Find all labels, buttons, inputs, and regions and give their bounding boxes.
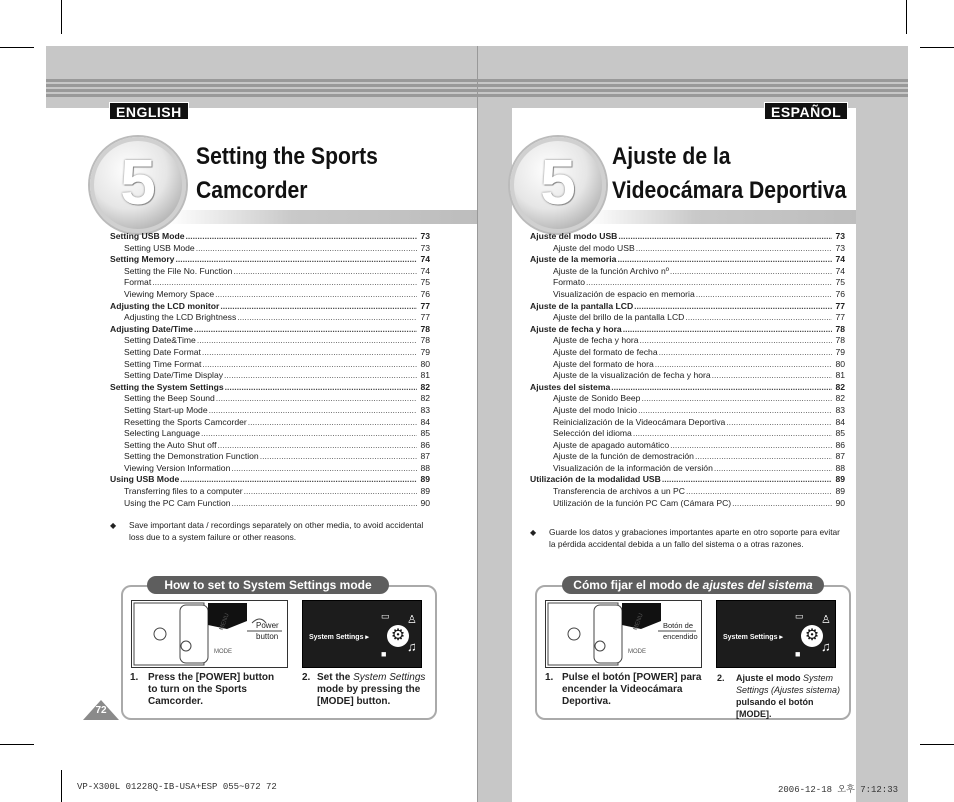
toc-leader-dots <box>659 347 832 359</box>
chapter-number: 5 <box>120 146 156 218</box>
step-2: 2. Set the System Settings mode by pressing the [MODE] button. <box>302 672 426 707</box>
toc-entry <box>110 486 430 498</box>
toc-leader-dots <box>218 440 417 452</box>
toc-leader-dots <box>233 266 417 278</box>
toc-entry-label: Utilización de la modalidad USB <box>530 474 661 485</box>
toc-entry <box>530 289 845 301</box>
toc-leader-dots <box>586 277 832 289</box>
toc-entry-label: Viewing Memory Space <box>124 288 215 299</box>
toc-entry <box>530 335 845 347</box>
toc-entry <box>530 243 845 255</box>
page-number-badge <box>83 700 119 720</box>
toc-entry-page: 87 <box>420 451 430 462</box>
toc-entry-label: Ajuste de la función Archivo nº <box>553 265 669 276</box>
toc-leader-dots <box>237 312 417 324</box>
toc-entry-page: 83 <box>835 404 845 415</box>
power-label: Power <box>256 621 279 630</box>
toc-entry-label: Setting the System Settings <box>110 381 224 392</box>
toc-leader-dots <box>175 254 417 266</box>
toc-entry-page: 79 <box>835 346 845 357</box>
toc-entry-page: 88 <box>420 462 430 473</box>
toc-entry-page: 84 <box>420 416 430 427</box>
toc-entry <box>110 277 430 289</box>
toc-entry <box>530 382 845 394</box>
toc-entry-label: Utilización de la función PC Cam (Cámara PC) <box>553 497 732 508</box>
music-note-icon: ♫ <box>821 639 831 654</box>
toc-entry-page: 89 <box>835 486 845 497</box>
toc-entry-label: Setting USB Mode <box>124 242 195 253</box>
toc-entry-page: 74 <box>420 254 430 265</box>
toc-leader-dots <box>180 474 417 486</box>
toc-entry <box>530 312 845 324</box>
toc-entry <box>110 382 430 394</box>
toc-entry <box>110 335 430 347</box>
toc-entry-page: 89 <box>420 486 430 497</box>
toc-entry-label: Setting Date Format <box>124 346 201 357</box>
toc-leader-dots <box>670 266 832 278</box>
toc-leader-dots <box>636 243 832 255</box>
toc-entry-label: Using the PC Cam Function <box>124 497 231 508</box>
toc-entry-page: 73 <box>420 242 430 253</box>
toc-entry <box>110 266 430 278</box>
toc-entry <box>530 393 845 405</box>
toc-entry <box>530 254 845 266</box>
toc-entry-page: 90 <box>835 497 845 508</box>
toc-entry <box>110 231 430 243</box>
header-stripes <box>46 79 477 101</box>
lcd-screen-illustration <box>716 600 836 668</box>
toc-entry-page: 81 <box>420 370 430 381</box>
toc-leader-dots <box>686 486 832 498</box>
toc-entry-label: Ajuste del formato de hora <box>553 358 654 369</box>
toc-entry-page: 77 <box>420 312 430 323</box>
toc-entry <box>110 417 430 429</box>
toc-entry-label: Ajuste del modo Inicio <box>553 404 638 415</box>
toc-entry-label: Ajuste del formato de fecha <box>553 346 658 357</box>
title-underline-bar <box>168 210 477 224</box>
toc-entry-label: Reinicialización de la Videocámara Deportiva <box>553 416 726 427</box>
toc-leader-dots <box>260 451 417 463</box>
toc-entry <box>530 428 845 440</box>
chapter-number-badge <box>90 137 186 233</box>
toc-entry <box>110 405 430 417</box>
toc-entry-page: 84 <box>835 416 845 427</box>
toc-entry-page: 82 <box>420 381 430 392</box>
step-2: 2. Ajuste el modo System Settings (Ajustes sistema) pulsando el botón [MODE]. <box>717 673 841 719</box>
crop-mark <box>61 0 62 34</box>
toc-entry-label: Ajuste de la pantalla LCD <box>530 300 634 311</box>
toc-entry-page: 77 <box>835 300 845 311</box>
toc-entry-label: Setting Time Format <box>124 358 202 369</box>
chapter-number: 5 <box>540 146 576 218</box>
toc-leader-dots <box>194 324 417 336</box>
toc-entry <box>110 347 430 359</box>
spanish-language-label: ESPAÑOL <box>764 102 848 120</box>
caution-note: ◆ Guarde los datos y grabaciones importantes aparte en otro soporte para evitar la pérdida accidental debida a un fallo del sistema o a otras razones. <box>530 527 840 549</box>
toc-entry <box>110 301 430 313</box>
crop-mark <box>920 47 954 48</box>
toc-entry-label: Transferencia de archivos a un PC <box>553 486 685 497</box>
toc-entry-page: 73 <box>835 231 845 241</box>
toc-leader-dots <box>714 463 832 475</box>
toc-entry <box>530 417 845 429</box>
toc-entry-page: 79 <box>420 346 430 357</box>
folder-icon: ▭ <box>795 611 804 621</box>
toc-entry-page: 81 <box>835 370 845 381</box>
toc-leader-dots <box>202 359 417 371</box>
camcorder-illustration <box>545 600 702 668</box>
toc-leader-dots <box>152 277 417 289</box>
instruction-box-title: How to set to System Settings mode <box>147 576 389 594</box>
toc-entry-label: Setting the Auto Shut off <box>124 439 217 450</box>
toc-entry-page: 73 <box>420 231 430 241</box>
camcorder-illustration <box>131 600 288 668</box>
toc-entry <box>110 289 430 301</box>
left-gray-margin <box>478 108 512 802</box>
page-number: 72 <box>95 705 107 716</box>
toc-leader-dots <box>662 474 832 486</box>
toc-entry-page: 73 <box>835 242 845 253</box>
toc-entry-label: Visualización de espacio en memoria <box>553 288 695 299</box>
toc-entry-label: Selecting Language <box>124 428 200 439</box>
crop-mark <box>906 0 907 34</box>
toc-leader-dots <box>224 370 417 382</box>
toc-entry <box>530 301 845 313</box>
button-label: encendido <box>663 632 698 641</box>
toc-entry <box>110 370 430 382</box>
toc-leader-dots <box>201 428 417 440</box>
chapter-number-badge <box>510 137 606 233</box>
toc-entry <box>530 359 845 371</box>
toc-entry <box>530 474 845 486</box>
toc-entry-page: 75 <box>420 277 430 288</box>
toc-leader-dots <box>618 231 832 243</box>
toc-entry-label: Resetting the Sports Camcorder <box>124 416 247 427</box>
button-label: button <box>256 632 279 641</box>
toc-entry-label: Setting Date/Time Display <box>124 370 224 381</box>
table-of-contents <box>110 231 430 509</box>
toc-entry-label: Transferring files to a computer <box>124 486 243 497</box>
toc-leader-dots <box>244 486 417 498</box>
toc-leader-dots <box>634 301 832 313</box>
toc-entry-page: 78 <box>420 335 430 346</box>
toc-entry-label: Ajuste de fecha y hora <box>553 335 639 346</box>
toc-leader-dots <box>185 231 417 243</box>
toc-entry-label: Setting Memory <box>110 254 175 265</box>
toc-entry <box>110 254 430 266</box>
toc-entry-label: Ajuste del modo USB <box>553 242 635 253</box>
toc-leader-dots <box>633 428 832 440</box>
toc-entry-page: 86 <box>420 439 430 450</box>
diamond-bullet-icon: ◆ <box>110 521 117 530</box>
person-icon: ♙ <box>821 614 831 626</box>
toc-leader-dots <box>732 498 832 510</box>
toc-leader-dots <box>623 324 832 336</box>
toc-entry <box>530 324 845 336</box>
toc-entry <box>110 463 430 475</box>
toc-entry <box>530 405 845 417</box>
toc-entry-page: 76 <box>835 288 845 299</box>
toc-entry-page: 76 <box>420 288 430 299</box>
toc-leader-dots <box>202 347 417 359</box>
toc-leader-dots <box>638 405 832 417</box>
toc-entry-page: 89 <box>420 474 430 485</box>
music-note-icon: ♫ <box>407 639 417 654</box>
toc-entry-page: 78 <box>420 323 430 334</box>
mode-label: MODE <box>628 649 646 655</box>
toc-entry-page: 83 <box>420 404 430 415</box>
toc-entry-label: Ajuste del modo USB <box>530 231 618 241</box>
crop-mark <box>0 47 34 48</box>
toc-entry-label: Setting Date&Time <box>124 335 196 346</box>
toc-entry-page: 77 <box>835 312 845 323</box>
toc-entry-label: Formato <box>553 277 585 288</box>
toc-leader-dots <box>248 417 417 429</box>
toc-leader-dots <box>685 312 832 324</box>
toc-leader-dots <box>641 393 832 405</box>
toc-entry-label: Visualización de la información de versión <box>553 462 713 473</box>
toc-entry-page: 89 <box>835 474 845 485</box>
settings-gear-icon: ⚙ <box>387 625 409 647</box>
toc-entry <box>530 486 845 498</box>
toc-entry-page: 87 <box>835 451 845 462</box>
toc-entry-page: 82 <box>835 381 845 392</box>
toc-entry-label: Ajuste de la visualización de fecha y hora <box>553 370 711 381</box>
toc-entry <box>530 231 845 243</box>
crop-mark <box>920 744 954 745</box>
step-1: 1. Press the [POWER] button to turn on the Sports Camcorder. <box>130 672 275 707</box>
toc-entry <box>530 451 845 463</box>
english-language-label: ENGLISH <box>109 102 189 120</box>
toc-entry <box>110 393 430 405</box>
toc-entry-label: Ajuste de la memoria <box>530 254 617 265</box>
toc-entry <box>110 428 430 440</box>
menu-label: MENU <box>632 612 645 632</box>
power-label: Botón de <box>663 621 694 630</box>
folder-icon: ▭ <box>381 611 390 621</box>
toc-leader-dots <box>617 254 832 266</box>
toc-entry <box>110 359 430 371</box>
toc-entry-label: Adjusting the LCD monitor <box>110 300 220 311</box>
toc-entry-page: 75 <box>835 277 845 288</box>
toc-leader-dots <box>712 370 832 382</box>
toc-entry-page: 78 <box>835 335 845 346</box>
toc-entry-page: 74 <box>835 254 845 265</box>
toc-entry-page: 78 <box>835 323 845 334</box>
toc-entry-page: 86 <box>835 439 845 450</box>
toc-entry-label: Setting the File No. Function <box>124 265 233 276</box>
toc-entry-label: Format <box>124 277 152 288</box>
toc-entry-label: Ajuste de la función de demostración <box>553 451 694 462</box>
toc-entry-label: Using USB Mode <box>110 474 180 485</box>
toc-entry-page: 80 <box>420 358 430 369</box>
toc-entry-page: 88 <box>835 462 845 473</box>
toc-entry <box>110 440 430 452</box>
print-footer-right: 2006-12-18 오후 7:12:33 <box>778 785 899 795</box>
header-stripes <box>478 79 908 101</box>
toc-entry <box>530 277 845 289</box>
toc-entry-label: Ajuste de apagado automático <box>553 439 670 450</box>
toc-entry-label: Adjusting Date/Time <box>110 323 193 334</box>
lcd-mode-text: System Settings ▸ <box>723 634 783 641</box>
toc-leader-dots <box>726 417 832 429</box>
toc-leader-dots <box>231 463 417 475</box>
toc-entry <box>110 312 430 324</box>
toc-entry <box>530 498 845 510</box>
step-1: 1. Pulse el botón [POWER] para encender la Videocámara Deportiva. <box>545 672 702 707</box>
toc-entry-page: 80 <box>835 358 845 369</box>
toc-leader-dots <box>215 289 417 301</box>
toc-leader-dots <box>220 301 417 313</box>
page-title: Setting the Sports Camcorder <box>196 143 378 204</box>
toc-entry <box>110 474 430 486</box>
toc-entry <box>110 243 430 255</box>
toc-entry-label: Viewing Version Information <box>124 462 231 473</box>
toc-leader-dots <box>670 440 832 452</box>
toc-entry <box>110 498 430 510</box>
caution-note: ◆ Save important data / recordings separately on other media, to avoid accidental loss due to a system failure or other reasons. <box>110 520 424 542</box>
instruction-box-title: Cómo fijar el modo de ajustes del sistema <box>562 576 824 594</box>
print-footer-left: VP-X300L 01228Q-IB-USA+ESP 055~072 72 <box>77 782 277 792</box>
lcd-screen-illustration <box>302 600 422 668</box>
right-gray-margin <box>856 108 908 802</box>
toc-entry <box>530 347 845 359</box>
toc-entry-label: Ajuste del brillo de la pantalla LCD <box>553 312 685 323</box>
camera-icon: ■ <box>795 649 801 659</box>
toc-entry-page: 82 <box>420 393 430 404</box>
toc-entry <box>530 370 845 382</box>
table-of-contents <box>530 231 845 509</box>
toc-leader-dots <box>225 382 417 394</box>
toc-leader-dots <box>232 498 417 510</box>
toc-leader-dots <box>197 335 417 347</box>
toc-entry-label: Setting the Demonstration Function <box>124 451 259 462</box>
diamond-bullet-icon: ◆ <box>530 528 537 537</box>
toc-entry-page: 74 <box>835 265 845 276</box>
toc-entry-label: Setting the Beep Sound <box>124 393 215 404</box>
toc-entry-label: Ajustes del sistema <box>530 381 611 392</box>
person-icon: ♙ <box>407 614 417 626</box>
toc-leader-dots <box>196 243 417 255</box>
toc-leader-dots <box>216 393 417 405</box>
toc-entry <box>530 266 845 278</box>
toc-entry-page: 90 <box>420 497 430 508</box>
toc-entry-page: 74 <box>420 265 430 276</box>
toc-entry <box>530 463 845 475</box>
crop-mark <box>0 744 34 745</box>
title-underline-bar <box>588 210 856 224</box>
toc-entry-label: Setting USB Mode <box>110 231 185 241</box>
toc-entry <box>110 324 430 336</box>
crop-mark <box>61 770 62 802</box>
toc-entry-label: Ajuste de fecha y hora <box>530 323 622 334</box>
menu-label: MENU <box>218 612 231 632</box>
toc-leader-dots <box>655 359 832 371</box>
toc-entry-page: 85 <box>420 428 430 439</box>
toc-entry-label: Adjusting the LCD Brightness <box>124 312 237 323</box>
settings-gear-icon: ⚙ <box>801 625 823 647</box>
toc-entry-page: 82 <box>835 393 845 404</box>
lcd-mode-text: System Settings ▸ <box>309 634 369 641</box>
toc-entry-label: Setting Start-up Mode <box>124 404 208 415</box>
toc-entry-page: 77 <box>420 300 430 311</box>
toc-entry <box>110 451 430 463</box>
toc-leader-dots <box>696 289 832 301</box>
toc-leader-dots <box>611 382 832 394</box>
toc-leader-dots <box>640 335 832 347</box>
page-title: Ajuste de la Videocámara Deportiva <box>612 143 847 204</box>
toc-entry <box>530 440 845 452</box>
toc-entry-page: 85 <box>835 428 845 439</box>
toc-entry-label: Selección del idioma <box>553 428 632 439</box>
toc-entry-label: Ajuste de Sonido Beep <box>553 393 641 404</box>
mode-label: MODE <box>214 649 232 655</box>
toc-leader-dots <box>695 451 832 463</box>
toc-leader-dots <box>209 405 417 417</box>
camera-icon: ■ <box>381 649 387 659</box>
